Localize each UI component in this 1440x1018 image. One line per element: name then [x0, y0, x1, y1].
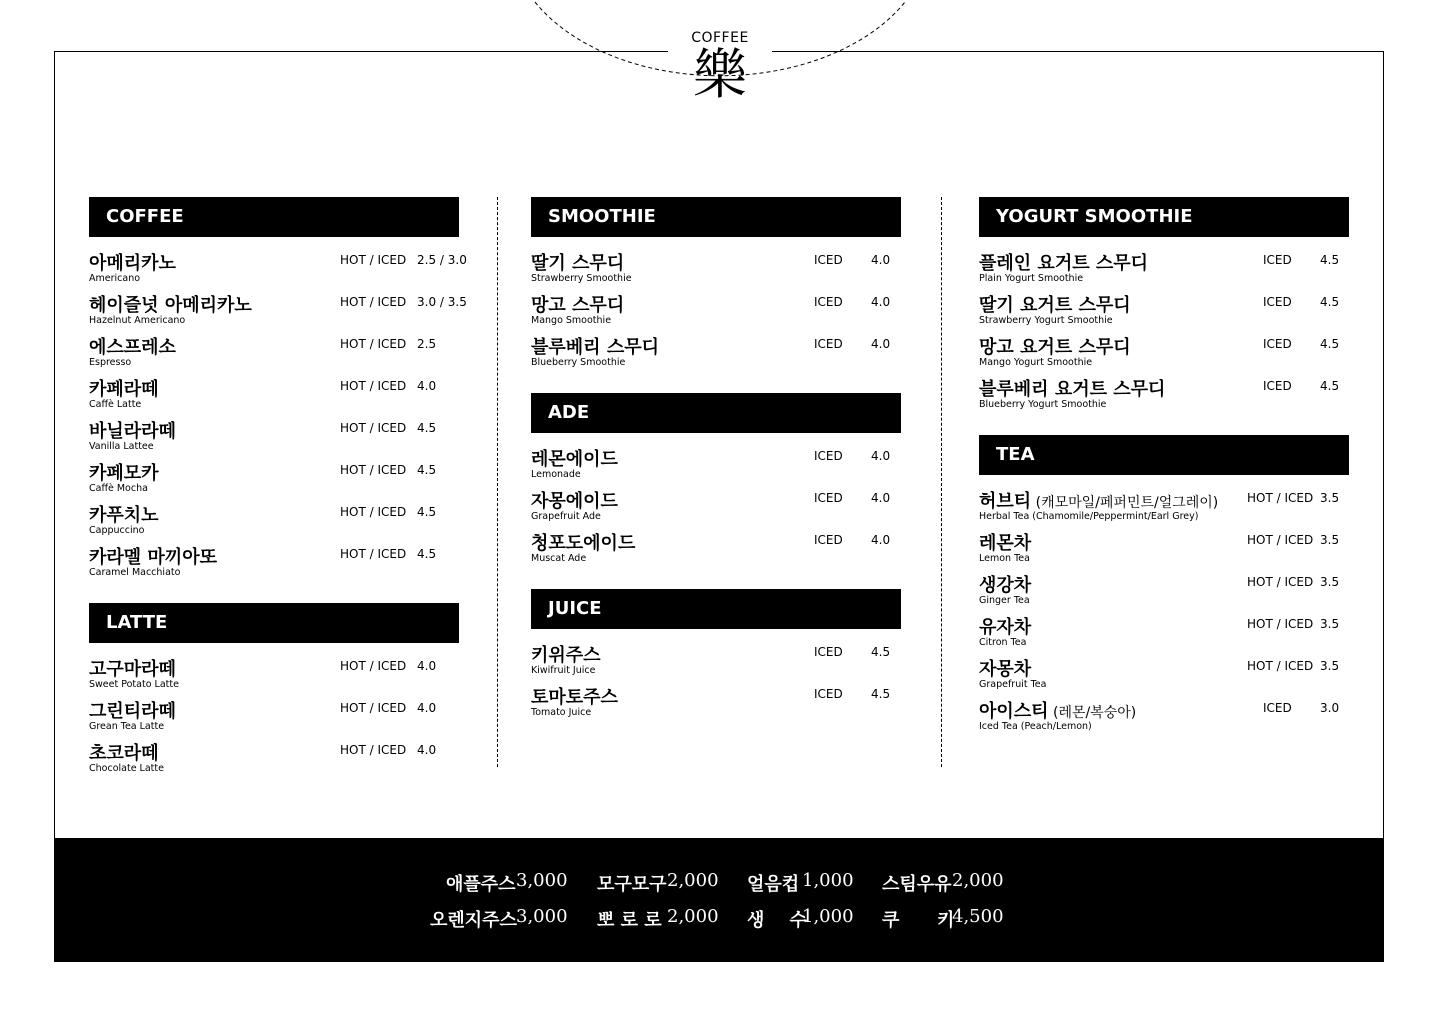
item-name-korean: [979, 571, 1031, 597]
item-temperature: ICED: [814, 533, 843, 547]
item-temperature: ICED: [814, 491, 843, 505]
item-name-main: 딸기 스무디: [531, 253, 625, 274]
item-name-korean: [531, 683, 618, 709]
footer-item-price: 2,000: [952, 870, 1004, 891]
menu-item: [979, 527, 1349, 569]
menu-item: [979, 331, 1349, 373]
item-price: 4.0: [871, 533, 891, 547]
item-price: 4.5: [1320, 253, 1340, 267]
menu-item: [531, 247, 901, 289]
section-header: SMOOTHIE: [531, 197, 901, 237]
column-divider: [497, 197, 498, 767]
item-name-main: 허브티: [979, 491, 1032, 512]
logo-mark: 樂: [693, 43, 747, 106]
item-name-main: 자몽에이드: [531, 491, 618, 512]
item-temperature: ICED: [814, 687, 843, 701]
item-price: 4.5: [417, 505, 437, 519]
item-name-main: 카페라떼: [89, 379, 159, 400]
menu-column-left: [89, 197, 467, 779]
menu-item: [979, 373, 1349, 415]
item-name-main: 고구마라떼: [89, 659, 176, 680]
item-temperature: HOT / ICED: [340, 295, 407, 309]
item-temperature: HOT / ICED: [340, 743, 407, 757]
menu-item: [89, 695, 459, 737]
item-price: 4.5: [1320, 379, 1340, 393]
item-name-korean: [89, 543, 217, 569]
item-name-main: 자몽차: [979, 659, 1032, 680]
item-temperature: ICED: [814, 295, 843, 309]
item-name-english: Caffè Mocha: [89, 483, 148, 494]
item-name-english: Mango Yogurt Smoothie: [979, 357, 1093, 368]
item-name-korean: [89, 655, 176, 681]
item-temperature: HOT / ICED: [1247, 491, 1314, 505]
item-name-english: Strawberry Smoothie: [531, 273, 632, 284]
item-name-english: Plain Yogurt Smoothie: [979, 273, 1084, 284]
item-name-main: 레몬에이드: [531, 449, 618, 470]
item-temperature: HOT / ICED: [1247, 659, 1314, 673]
item-name-korean: [979, 655, 1031, 681]
menu-item: [89, 415, 459, 457]
item-price: 3.0: [1320, 701, 1340, 715]
footer-item-name: 생 수: [747, 910, 807, 931]
item-temperature: HOT / ICED: [340, 337, 407, 351]
menu-item: [531, 443, 901, 485]
item-temperature: HOT / ICED: [340, 505, 407, 519]
item-name-korean: [89, 697, 176, 723]
item-price: 4.5: [1320, 337, 1340, 351]
footer-item-name: 얼음컵: [747, 874, 800, 895]
item-temperature: HOT / ICED: [340, 547, 407, 561]
item-name-english: Mango Smoothie: [531, 315, 612, 326]
section-gap: [531, 569, 901, 589]
item-price: 4.0: [417, 701, 437, 715]
item-name-main: 그린티라떼: [89, 701, 176, 722]
item-price: 2.5 / 3.0: [417, 253, 467, 267]
item-name-main: 카푸치노: [89, 505, 159, 526]
item-price: 4.5: [417, 421, 437, 435]
footer-item-price: 1,000: [802, 870, 854, 891]
item-name-english: Grapefruit Tea: [979, 679, 1047, 690]
item-name-english: Chocolate Latte: [89, 763, 164, 774]
item-name-korean: [89, 417, 176, 443]
item-name-korean: [89, 333, 176, 359]
item-name-main: 바닐라라떼: [89, 421, 176, 442]
item-name-english: Sweet Potato Latte: [89, 679, 179, 690]
footer-item-price: 3,000: [516, 870, 568, 891]
item-price: 4.0: [417, 379, 437, 393]
menu-item: [979, 695, 1349, 737]
footer-item-name: 모구모구: [597, 874, 667, 895]
item-name-korean: [531, 487, 618, 513]
footer-item-name: 애플주스: [446, 874, 516, 895]
item-price: 4.0: [871, 337, 891, 351]
item-price: 4.0: [871, 491, 891, 505]
item-name-korean: [89, 501, 159, 527]
item-name-english: Grean Tea Latte: [89, 721, 165, 732]
section-header: YOGURT SMOOTHIE: [979, 197, 1349, 237]
item-price: 3.5: [1320, 617, 1340, 631]
section-header: JUICE: [531, 589, 901, 629]
item-name-english: Muscat Ade: [531, 553, 587, 564]
item-name-english: Citron Tea: [979, 637, 1027, 648]
item-name-english: Tomato Juice: [531, 707, 592, 718]
menu-item: [89, 737, 459, 779]
section-header: COFFEE: [89, 197, 459, 237]
item-temperature: ICED: [1263, 379, 1292, 393]
item-price: 4.0: [417, 743, 437, 757]
footer-item-name: 스팀우유: [882, 874, 952, 895]
item-name-korean: [531, 291, 624, 317]
item-price: 4.5: [1320, 295, 1340, 309]
item-temperature: HOT / ICED: [340, 463, 407, 477]
item-price: 3.5: [1320, 491, 1340, 505]
item-price: 3.5: [1320, 533, 1340, 547]
footer-item-price: 2,000: [667, 870, 719, 891]
item-price: 4.0: [871, 449, 891, 463]
item-price: 2.5: [417, 337, 437, 351]
item-temperature: ICED: [814, 253, 843, 267]
item-name-korean: [531, 249, 624, 275]
item-price: 3.0 / 3.5: [417, 295, 467, 309]
item-name-korean: [979, 697, 1136, 723]
item-temperature: HOT / ICED: [1247, 617, 1314, 631]
item-temperature: ICED: [814, 337, 843, 351]
item-name-english: Espresso: [89, 357, 132, 368]
item-name-main: 레몬차: [979, 533, 1032, 554]
item-temperature: HOT / ICED: [340, 659, 407, 673]
item-name-main: 청포도에이드: [531, 533, 636, 554]
item-name-main: 망고 요거트 스무디: [979, 337, 1131, 358]
menu-item: [531, 639, 901, 681]
item-name-english: Lemon Tea: [979, 553, 1030, 564]
section-gap: [89, 583, 459, 603]
footer-item-name: 뽀 로 로: [597, 910, 662, 931]
item-name-english: Ginger Tea: [979, 595, 1030, 606]
item-name-korean: [979, 487, 1218, 513]
item-name-main: 블루베리 요거트 스무디: [979, 379, 1166, 400]
item-name-english: Grapefruit Ade: [531, 511, 601, 522]
extras-footer: [54, 838, 1384, 962]
menu-item: [89, 541, 459, 583]
item-name-korean: [979, 291, 1131, 317]
item-name-korean: [531, 641, 601, 667]
item-name-korean: [979, 529, 1031, 555]
item-temperature: ICED: [1263, 337, 1292, 351]
item-name-main: 유자차: [979, 617, 1032, 638]
footer-item-price: 1,000: [802, 906, 854, 927]
item-name-main: 카라멜 마끼아또: [89, 547, 217, 568]
item-name-main: 아이스티: [979, 701, 1049, 722]
menu-column-right: [979, 197, 1349, 737]
item-name-english: Blueberry Yogurt Smoothie: [979, 399, 1107, 410]
item-name-main: 플레인 요거트 스무디: [979, 253, 1149, 274]
item-temperature: HOT / ICED: [1247, 533, 1314, 547]
footer-row: [54, 906, 1384, 930]
item-name-korean: [979, 249, 1148, 275]
item-name-main: 딸기 요거트 스무디: [979, 295, 1131, 316]
item-price: 4.5: [871, 645, 891, 659]
item-temperature: ICED: [814, 645, 843, 659]
item-name-english: Strawberry Yogurt Smoothie: [979, 315, 1113, 326]
item-temperature: HOT / ICED: [1247, 575, 1314, 589]
menu-item: [531, 485, 901, 527]
item-temperature: ICED: [814, 449, 843, 463]
item-temperature: HOT / ICED: [340, 421, 407, 435]
item-name-korean: [89, 249, 176, 275]
item-temperature: HOT / ICED: [340, 253, 407, 267]
item-price: 4.0: [871, 295, 891, 309]
footer-item-price: 3,000: [516, 906, 568, 927]
item-name-main: 생강차: [979, 575, 1032, 596]
menu-item: [89, 373, 459, 415]
item-name-main: 초코라떼: [89, 743, 159, 764]
item-name-korean: [979, 613, 1031, 639]
menu-item: [531, 527, 901, 569]
menu-item: [531, 289, 901, 331]
footer-row: [54, 870, 1384, 894]
footer-item-price: 2,000: [667, 906, 719, 927]
menu-item: [89, 331, 459, 373]
menu-item: [979, 247, 1349, 289]
item-name-main: 헤이즐넛 아메리카노: [89, 295, 252, 316]
column-divider: [941, 197, 942, 767]
item-name-main: 블루베리 스무디: [531, 337, 659, 358]
item-price: 3.5: [1320, 659, 1340, 673]
footer-item-name: 오렌지주스: [430, 910, 517, 931]
menu-item: [979, 611, 1349, 653]
item-name-english: Lemonade: [531, 469, 581, 480]
item-name-english: Vanilla Lattee: [89, 441, 154, 452]
section-header: ADE: [531, 393, 901, 433]
item-name-options: (레몬/복숭아): [1048, 705, 1137, 721]
item-price: 3.5: [1320, 575, 1340, 589]
item-temperature: ICED: [1263, 701, 1292, 715]
item-name-options: (캐모마일/페퍼민트/얼그레이): [1031, 495, 1219, 511]
menu-item: [89, 247, 467, 289]
item-name-korean: [979, 375, 1165, 401]
item-name-korean: [531, 445, 618, 471]
menu-item: [979, 485, 1349, 527]
item-name-main: 카페모카: [89, 463, 159, 484]
item-name-main: 토마토주스: [531, 687, 618, 708]
item-price: 4.5: [417, 463, 437, 477]
item-temperature: HOT / ICED: [340, 379, 407, 393]
item-name-main: 키위주스: [531, 645, 601, 666]
item-name-english: Caffè Latte: [89, 399, 142, 410]
item-name-main: 망고 스무디: [531, 295, 625, 316]
item-name-english: Iced Tea (Peach/Lemon): [979, 721, 1092, 732]
logo-text: COFFEE: [691, 30, 749, 46]
section-gap: [531, 373, 901, 393]
item-name-korean: [89, 459, 159, 485]
item-name-english: Hazelnut Americano: [89, 315, 186, 326]
item-name-english: Caramel Macchiato: [89, 567, 181, 578]
menu-item: [979, 289, 1349, 331]
item-name-main: 에스프레소: [89, 337, 176, 358]
item-name-english: Blueberry Smoothie: [531, 357, 626, 368]
item-name-korean: [979, 333, 1131, 359]
item-price: 4.5: [871, 687, 891, 701]
item-price: 4.5: [417, 547, 437, 561]
item-temperature: ICED: [1263, 295, 1292, 309]
section-gap: [979, 415, 1349, 435]
footer-item-name: 쿠 키: [882, 910, 955, 931]
item-name-english: Kiwifruit Juice: [531, 665, 596, 676]
menu-item: [89, 457, 459, 499]
item-price: 4.0: [871, 253, 891, 267]
item-name-korean: [89, 375, 159, 401]
item-name-main: 아메리카노: [89, 253, 176, 274]
item-name-english: Herbal Tea (Chamomile/Peppermint/Earl Grey): [979, 511, 1199, 522]
menu-item: [89, 289, 467, 331]
item-price: 4.0: [417, 659, 437, 673]
menu-item: [531, 331, 901, 373]
item-name-english: Americano: [89, 273, 141, 284]
footer-item-price: 4,500: [952, 906, 1004, 927]
item-name-english: Cappuccino: [89, 525, 145, 536]
section-header: LATTE: [89, 603, 459, 643]
item-name-korean: [89, 291, 252, 317]
item-name-korean: [531, 333, 659, 359]
menu-item: [89, 653, 459, 695]
item-name-korean: [531, 529, 635, 555]
item-name-korean: [89, 739, 159, 765]
menu-item: [531, 681, 901, 723]
menu-item: [89, 499, 459, 541]
menu-column-center: [531, 197, 901, 723]
menu-item: [979, 569, 1349, 611]
menu-item: [979, 653, 1349, 695]
item-temperature: ICED: [1263, 253, 1292, 267]
item-temperature: HOT / ICED: [340, 701, 407, 715]
section-header: TEA: [979, 435, 1349, 475]
